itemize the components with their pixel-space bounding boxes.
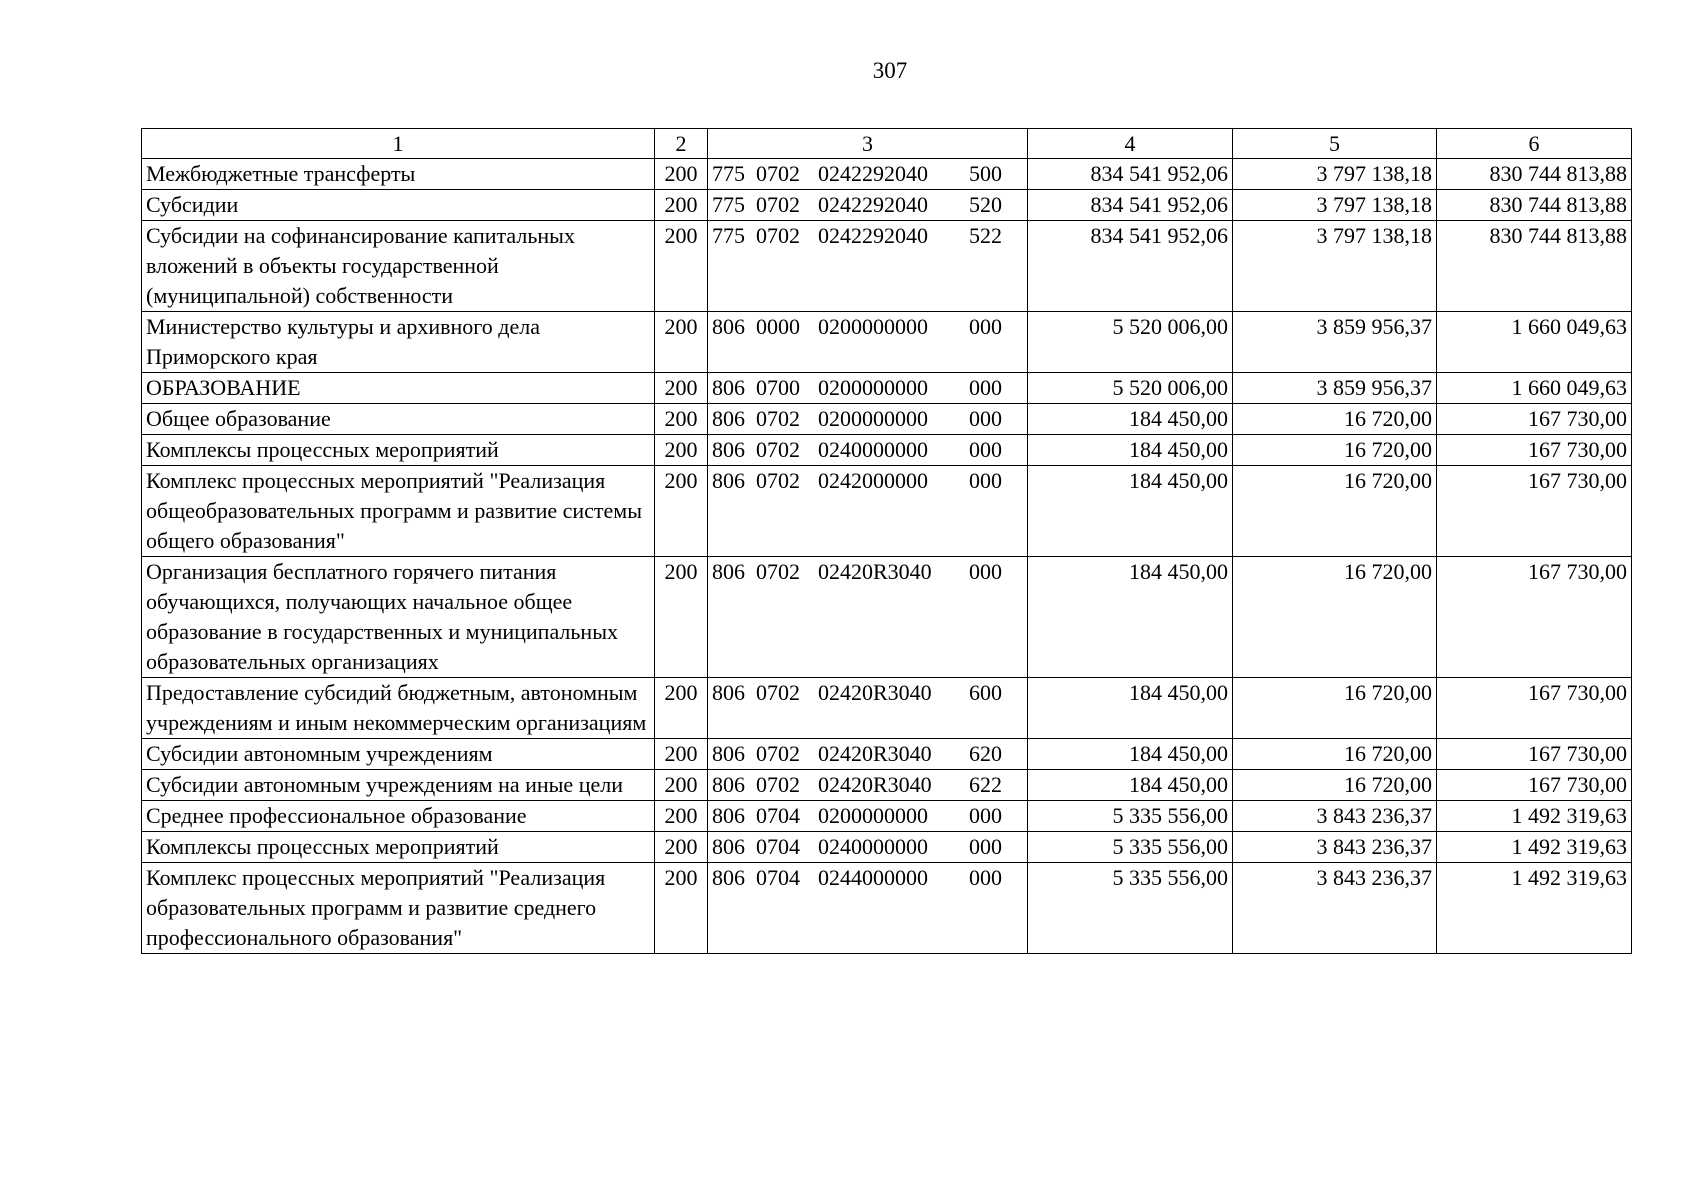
code-part: 0702	[756, 559, 800, 584]
header-cell: 4	[1028, 129, 1233, 159]
code-part: 02420R3040	[818, 680, 932, 705]
row-col5: 3 843 236,37	[1233, 801, 1437, 832]
code-part: 0702	[756, 772, 800, 797]
code-part: 500	[969, 161, 1002, 186]
code-part: 0704	[756, 834, 800, 859]
row-col5: 3 797 138,18	[1233, 159, 1437, 190]
row-col6: 1 660 049,63	[1437, 373, 1632, 404]
page-number: 307	[872, 58, 908, 83]
code-part: 0702	[756, 223, 800, 248]
table-row	[142, 159, 1632, 190]
row-col6: 167 730,00	[1437, 739, 1632, 770]
code-part: 0242292040	[818, 161, 928, 186]
row-code	[708, 678, 1028, 739]
row-name: Предоставление субсидий бюджетным, автономным учреждениям и иным некоммерческим организациям	[142, 678, 655, 739]
code-part: 0240000000	[818, 834, 928, 859]
code-part: 0200000000	[818, 375, 928, 400]
row-col4: 5 335 556,00	[1028, 832, 1233, 863]
row-col5: 3 859 956,37	[1233, 373, 1437, 404]
row-col6: 1 492 319,63	[1437, 801, 1632, 832]
code-part: 0242292040	[818, 223, 928, 248]
code-part: 775	[712, 192, 745, 217]
code-part: 806	[712, 559, 745, 584]
code-part: 806	[712, 803, 745, 828]
row-col6: 167 730,00	[1437, 557, 1632, 678]
row-col5: 16 720,00	[1233, 435, 1437, 466]
code-part: 02420R3040	[818, 772, 932, 797]
row-col4: 5 520 006,00	[1028, 373, 1233, 404]
row-code	[708, 557, 1028, 678]
table-row	[142, 557, 1632, 678]
code-part: 0700	[756, 375, 800, 400]
code-part: 000	[969, 375, 1002, 400]
row-col5: 16 720,00	[1233, 557, 1437, 678]
row-col6: 167 730,00	[1437, 466, 1632, 557]
row-name: Комплекс процессных мероприятий "Реализация образовательных программ и развитие среднего профессионального образования"	[142, 863, 655, 954]
code-part: 0242292040	[818, 192, 928, 217]
code-part: 806	[712, 375, 745, 400]
code-part: 0702	[756, 680, 800, 705]
code-part: 0244000000	[818, 865, 928, 890]
row-name: Субсидии на софинансирование капитальных вложений в объекты государственной (муниципальной) собственности	[142, 221, 655, 312]
code-part: 0704	[756, 803, 800, 828]
table-row	[142, 404, 1632, 435]
row-col5: 16 720,00	[1233, 404, 1437, 435]
row-code	[708, 801, 1028, 832]
code-part: 0200000000	[818, 803, 928, 828]
row-col2: 200	[655, 435, 708, 466]
row-name: Комплексы процессных мероприятий	[142, 435, 655, 466]
row-name: Комплекс процессных мероприятий "Реализация общеобразовательных программ и развитие системы общего образования"	[142, 466, 655, 557]
table-row	[142, 312, 1632, 373]
code-part: 806	[712, 314, 745, 339]
row-col2: 200	[655, 863, 708, 954]
row-col4: 184 450,00	[1028, 404, 1233, 435]
row-col6: 167 730,00	[1437, 770, 1632, 801]
code-part: 0240000000	[818, 437, 928, 462]
code-part: 0702	[756, 161, 800, 186]
row-name: Среднее профессиональное образование	[142, 801, 655, 832]
row-col2: 200	[655, 404, 708, 435]
code-part: 806	[712, 468, 745, 493]
code-part: 02420R3040	[818, 741, 932, 766]
row-col2: 200	[655, 770, 708, 801]
row-col2: 200	[655, 678, 708, 739]
code-part: 0000	[756, 314, 800, 339]
code-part: 0200000000	[818, 314, 928, 339]
row-col2: 200	[655, 801, 708, 832]
code-part: 620	[969, 741, 1002, 766]
header-cell: 3	[708, 129, 1028, 159]
code-part: 806	[712, 865, 745, 890]
row-col2: 200	[655, 557, 708, 678]
code-part: 000	[969, 559, 1002, 584]
header-row	[142, 129, 1632, 159]
code-part: 000	[969, 834, 1002, 859]
row-code	[708, 739, 1028, 770]
code-part: 806	[712, 406, 745, 431]
code-part: 0702	[756, 468, 800, 493]
row-col2: 200	[655, 739, 708, 770]
row-code	[708, 373, 1028, 404]
row-code	[708, 312, 1028, 373]
row-col2: 200	[655, 312, 708, 373]
row-code	[708, 404, 1028, 435]
code-part: 0702	[756, 406, 800, 431]
row-col4: 5 335 556,00	[1028, 801, 1233, 832]
table-row	[142, 466, 1632, 557]
table-row	[142, 770, 1632, 801]
row-col4: 834 541 952,06	[1028, 190, 1233, 221]
row-col5: 16 720,00	[1233, 678, 1437, 739]
row-col2: 200	[655, 373, 708, 404]
row-col4: 184 450,00	[1028, 435, 1233, 466]
row-col5: 3 797 138,18	[1233, 190, 1437, 221]
row-code	[708, 435, 1028, 466]
code-part: 806	[712, 437, 745, 462]
code-part: 806	[712, 741, 745, 766]
row-code	[708, 159, 1028, 190]
row-col2: 200	[655, 832, 708, 863]
row-col6: 167 730,00	[1437, 435, 1632, 466]
table-row	[142, 801, 1632, 832]
row-col5: 3 843 236,37	[1233, 832, 1437, 863]
table-row	[142, 435, 1632, 466]
code-part: 0704	[756, 865, 800, 890]
code-part: 775	[712, 161, 745, 186]
row-col5: 16 720,00	[1233, 739, 1437, 770]
table-row	[142, 863, 1632, 954]
code-part: 0242000000	[818, 468, 928, 493]
row-col4: 184 450,00	[1028, 466, 1233, 557]
row-code	[708, 221, 1028, 312]
code-part: 000	[969, 803, 1002, 828]
table-row	[142, 221, 1632, 312]
row-name: Общее образование	[142, 404, 655, 435]
row-col6: 830 744 813,88	[1437, 190, 1632, 221]
row-col2: 200	[655, 466, 708, 557]
row-col6: 167 730,00	[1437, 678, 1632, 739]
code-part: 806	[712, 772, 745, 797]
row-col6: 830 744 813,88	[1437, 159, 1632, 190]
header-cell: 5	[1233, 129, 1437, 159]
row-col5: 16 720,00	[1233, 466, 1437, 557]
header-cell: 6	[1437, 129, 1632, 159]
code-part: 000	[969, 314, 1002, 339]
code-part: 806	[712, 680, 745, 705]
row-col5: 16 720,00	[1233, 770, 1437, 801]
code-part: 775	[712, 223, 745, 248]
code-part: 02420R3040	[818, 559, 932, 584]
row-name: Министерство культуры и архивного дела Приморского края	[142, 312, 655, 373]
code-part: 520	[969, 192, 1002, 217]
row-col5: 3 797 138,18	[1233, 221, 1437, 312]
table-row	[142, 373, 1632, 404]
table-row	[142, 832, 1632, 863]
row-col4: 184 450,00	[1028, 557, 1233, 678]
code-part: 0702	[756, 741, 800, 766]
row-col6: 830 744 813,88	[1437, 221, 1632, 312]
row-col6: 1 492 319,63	[1437, 863, 1632, 954]
row-col5: 3 843 236,37	[1233, 863, 1437, 954]
row-code	[708, 832, 1028, 863]
code-part: 0200000000	[818, 406, 928, 431]
code-part: 000	[969, 406, 1002, 431]
code-part: 600	[969, 680, 1002, 705]
row-code	[708, 770, 1028, 801]
table-row	[142, 190, 1632, 221]
row-name: Субсидии автономным учреждениям на иные цели	[142, 770, 655, 801]
row-name: Межбюджетные трансферты	[142, 159, 655, 190]
code-part: 000	[969, 437, 1002, 462]
row-name: Субсидии	[142, 190, 655, 221]
table-row	[142, 739, 1632, 770]
row-col4: 184 450,00	[1028, 678, 1233, 739]
code-part: 0702	[756, 437, 800, 462]
row-col6: 1 660 049,63	[1437, 312, 1632, 373]
row-col4: 834 541 952,06	[1028, 221, 1233, 312]
row-name: ОБРАЗОВАНИЕ	[142, 373, 655, 404]
row-code	[708, 466, 1028, 557]
budget-table	[141, 128, 1632, 954]
row-col2: 200	[655, 190, 708, 221]
code-part: 000	[969, 468, 1002, 493]
table-row	[142, 678, 1632, 739]
row-col2: 200	[655, 159, 708, 190]
header-cell: 1	[142, 129, 655, 159]
row-name: Субсидии автономным учреждениям	[142, 739, 655, 770]
row-col4: 5 520 006,00	[1028, 312, 1233, 373]
row-col6: 167 730,00	[1437, 404, 1632, 435]
code-part: 806	[712, 834, 745, 859]
row-name: Организация бесплатного горячего питания обучающихся, получающих начальное общее образование в государственных и муниципальных образовательных организациях	[142, 557, 655, 678]
header-cell: 2	[655, 129, 708, 159]
code-part: 0702	[756, 192, 800, 217]
row-col4: 5 335 556,00	[1028, 863, 1233, 954]
code-part: 622	[969, 772, 1002, 797]
row-col6: 1 492 319,63	[1437, 832, 1632, 863]
row-col4: 184 450,00	[1028, 739, 1233, 770]
code-part: 522	[969, 223, 1002, 248]
code-part: 000	[969, 865, 1002, 890]
row-col4: 834 541 952,06	[1028, 159, 1233, 190]
row-col2: 200	[655, 221, 708, 312]
row-code	[708, 190, 1028, 221]
row-code	[708, 863, 1028, 954]
row-name: Комплексы процессных мероприятий	[142, 832, 655, 863]
row-col5: 3 859 956,37	[1233, 312, 1437, 373]
row-col4: 184 450,00	[1028, 770, 1233, 801]
